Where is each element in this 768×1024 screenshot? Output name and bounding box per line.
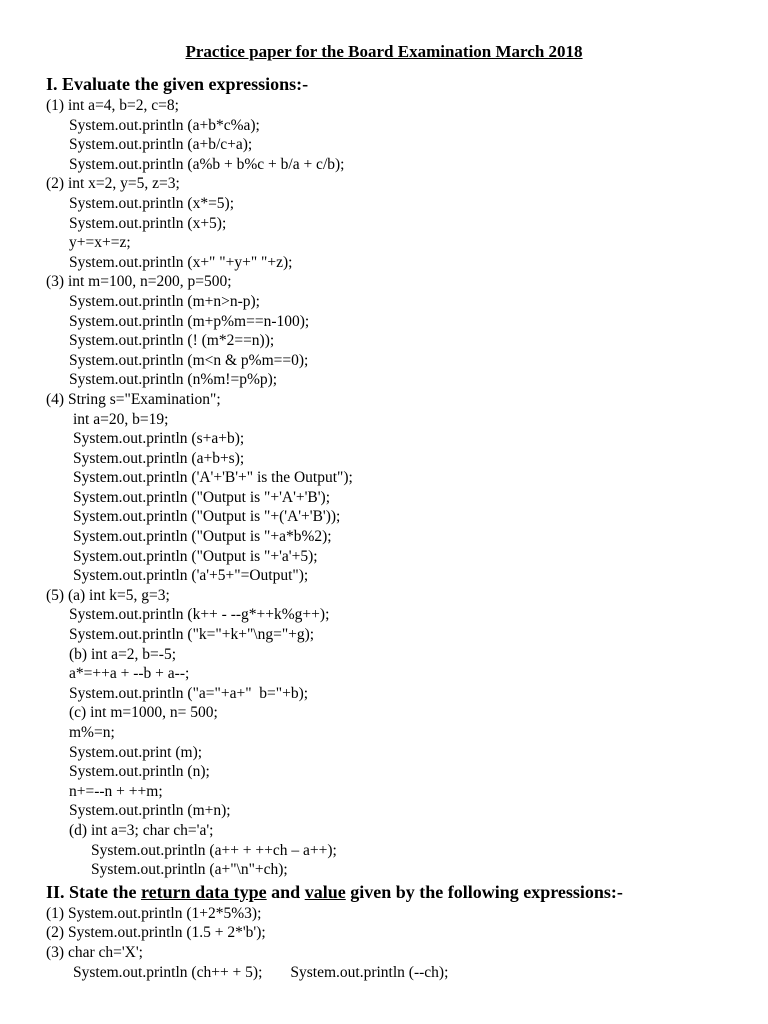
code-line: System.out.println (k++ - --g*++k%g++);: [69, 606, 330, 624]
code-line: System.out.println (m+p%m==n-100);: [69, 312, 310, 330]
code-line: (2) int x=2, y=5, z=3;: [46, 175, 180, 193]
code-line: System.out.println ("Output is "+a*b%2);: [73, 528, 332, 546]
code-line: System.out.println (! (m*2==n));: [69, 332, 275, 350]
section-2-line-3: (3) char ch='X';: [46, 943, 143, 961]
code-line: System.out.println (m+n>n-p);: [69, 292, 260, 310]
code-line: System.out.println ('a'+5+"=Output");: [73, 567, 309, 585]
code-line: System.out.println (m<n & p%m==0);: [69, 351, 309, 369]
page-title: Practice paper for the Board Examination March 2018: [185, 42, 583, 61]
section-1-heading: I. Evaluate the given expressions:-: [46, 74, 309, 94]
code-line: System.out.println (x+5);: [69, 214, 227, 232]
section-2-line-4: System.out.println (ch++ + 5); System.out.println (--ch);: [73, 963, 449, 981]
code-line: System.out.println (a++ + ++ch – a++);: [91, 841, 337, 859]
code-line: (1) int a=4, b=2, c=8;: [46, 97, 179, 114]
code-line: System.out.println (a+b+s);: [73, 449, 245, 467]
question-list: [0, 72, 768, 982]
code-line: System.out.println (x+" "+y+" "+z);: [69, 253, 293, 271]
code-line: y+=x+=z;: [69, 234, 131, 252]
code-line: System.out.println ("a="+a+" b="+b);: [69, 684, 309, 702]
code-line: int a=20, b=19;: [73, 410, 169, 428]
code-line: (b) int a=2, b=-5;: [69, 645, 177, 663]
code-line: (c) int m=1000, n= 500;: [69, 704, 218, 722]
code-line: m%=n;: [69, 724, 115, 741]
code-line: System.out.println ("Output is "+'a'+5);: [73, 547, 318, 565]
code-line: (d) int a=3; char ch='a';: [69, 821, 214, 839]
section-2-line-1: (1) System.out.println (1+2*5%3);: [46, 904, 262, 922]
code-line: System.out.println (a%b + b%c + b/a + c/b);: [69, 155, 345, 173]
code-line: (4) String s="Examination";: [46, 390, 221, 408]
code-line: System.out.println ('A'+'B'+" is the Output");: [73, 469, 353, 487]
code-line: System.out.println (a+b/c+a);: [69, 136, 253, 154]
code-line: System.out.println (n%m!=p%p);: [69, 371, 278, 389]
code-line: System.out.println (s+a+b);: [73, 430, 245, 448]
code-line: System.out.println (a+"\n"+ch);: [91, 861, 288, 879]
section-1-lines: [0, 96, 768, 880]
code-line: System.out.println (x*=5);: [69, 194, 235, 212]
code-line: System.out.println (n);: [69, 763, 210, 781]
code-line: n+=--n + ++m;: [69, 782, 163, 800]
code-line: System.out.println ("Output is "+'A'+'B');: [73, 488, 331, 506]
code-line: (5) (a) int k=5, g=3;: [46, 586, 170, 604]
code-line: System.out.println (m+n);: [69, 802, 231, 820]
section-2-line-2: (2) System.out.println (1.5 + 2*'b');: [46, 924, 266, 942]
code-line: System.out.println ("k="+k+"\ng="+g);: [69, 626, 315, 644]
code-line: (3) int m=100, n=200, p=500;: [46, 273, 232, 291]
section-2-heading: II. State the return data type and value given by the following expressions:-: [46, 881, 623, 902]
code-line: System.out.println (a+b*c%a);: [69, 116, 260, 134]
code-line: a*=++a + --b + a--;: [69, 665, 190, 683]
code-line: System.out.println ("Output is "+('A'+'B'));: [73, 508, 341, 526]
code-line: System.out.print (m);: [69, 743, 203, 761]
